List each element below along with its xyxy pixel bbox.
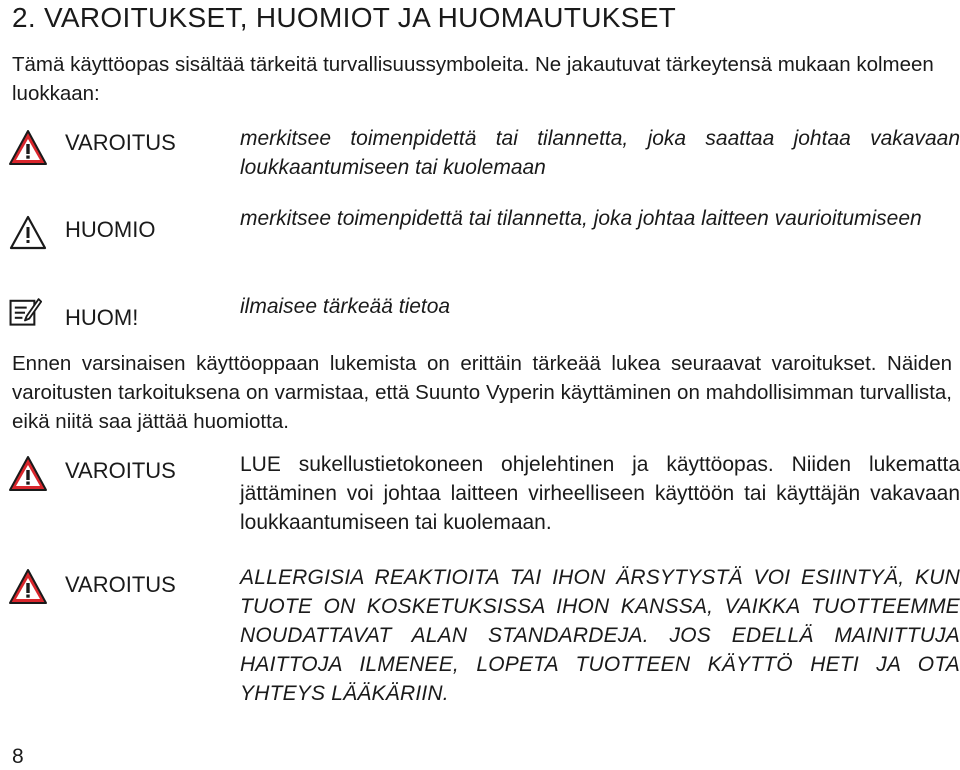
symbol-description: merkitsee toimenpidettä tai tilannetta, joka saattaa johtaa vakavaan loukkaantumiseen tai kuolemaan	[240, 127, 960, 179]
symbol-row-note	[8, 290, 952, 330]
warning-triangle-icon	[8, 567, 48, 607]
before-reading-paragraph: Ennen varsinaisen käyttöoppaan lukemista on erittäin tärkeää lukea seuraavat varoitukset. Näiden varoitusten tarkoituksena on varmistaa, että Suunto Vyperin käyttäminen on mahdollisimman turvallista, eikä niitä saa jättää huomiotta.	[12, 352, 952, 433]
symbol-row-warning	[8, 124, 960, 184]
warning-label: VAROITUS	[65, 458, 176, 483]
warning-block	[8, 563, 960, 713]
warning-triangle-icon	[8, 128, 48, 168]
symbol-description: ilmaisee tärkeää tietoa	[240, 295, 451, 318]
caution-triangle-icon	[8, 213, 48, 253]
warning-label: VAROITUS	[65, 572, 176, 597]
symbol-row-caution	[8, 204, 952, 264]
symbol-label: HUOMIO	[65, 217, 156, 242]
symbol-label: HUOM!	[65, 305, 139, 330]
section-heading: 2. VAROITUKSET, HUOMIOT JA HUOMAUTUKSET	[12, 2, 677, 33]
warning-text: ALLERGISIA REAKTIOITA TAI IHON ÄRSYTYSTÄ VOI ESIINTYÄ, KUN TUOTE ON KOSKETUKSISSA IHON KANSSA, VAIKKA TUOTTEEMME NOUDATTAVAT ALAN STANDARDEJA. JOS EDELLÄ MAINITTUJA HAITTOJA ILMENEE, LOPETA TUOTTEEN KÄYTTÖ HETI JA OTA YHTEYS LÄÄKÄRIIN.	[240, 566, 960, 705]
warning-block	[8, 450, 960, 540]
warning-triangle-icon	[8, 454, 48, 494]
symbol-label: VAROITUS	[65, 130, 176, 155]
warning-text: LUE sukellustietokoneen ohjelehtinen ja käyttöopas. Niiden lukematta jättäminen voi johtaa laitteen virheelliseen käyttöön tai käyttäjän vakavaan loukkaantumiseen tai kuolemaan.	[240, 453, 960, 534]
symbol-description: merkitsee toimenpidettä tai tilannetta, joka johtaa laitteen vaurioitumiseen	[240, 207, 922, 230]
note-pencil-icon	[8, 294, 42, 328]
intro-paragraph: Tämä käyttöopas sisältää tärkeitä turvallisuussymboleita. Ne jakautuvat tärkeytensä mukaan kolmeen luokkaan:	[12, 53, 934, 105]
page-number: 8	[12, 745, 24, 768]
